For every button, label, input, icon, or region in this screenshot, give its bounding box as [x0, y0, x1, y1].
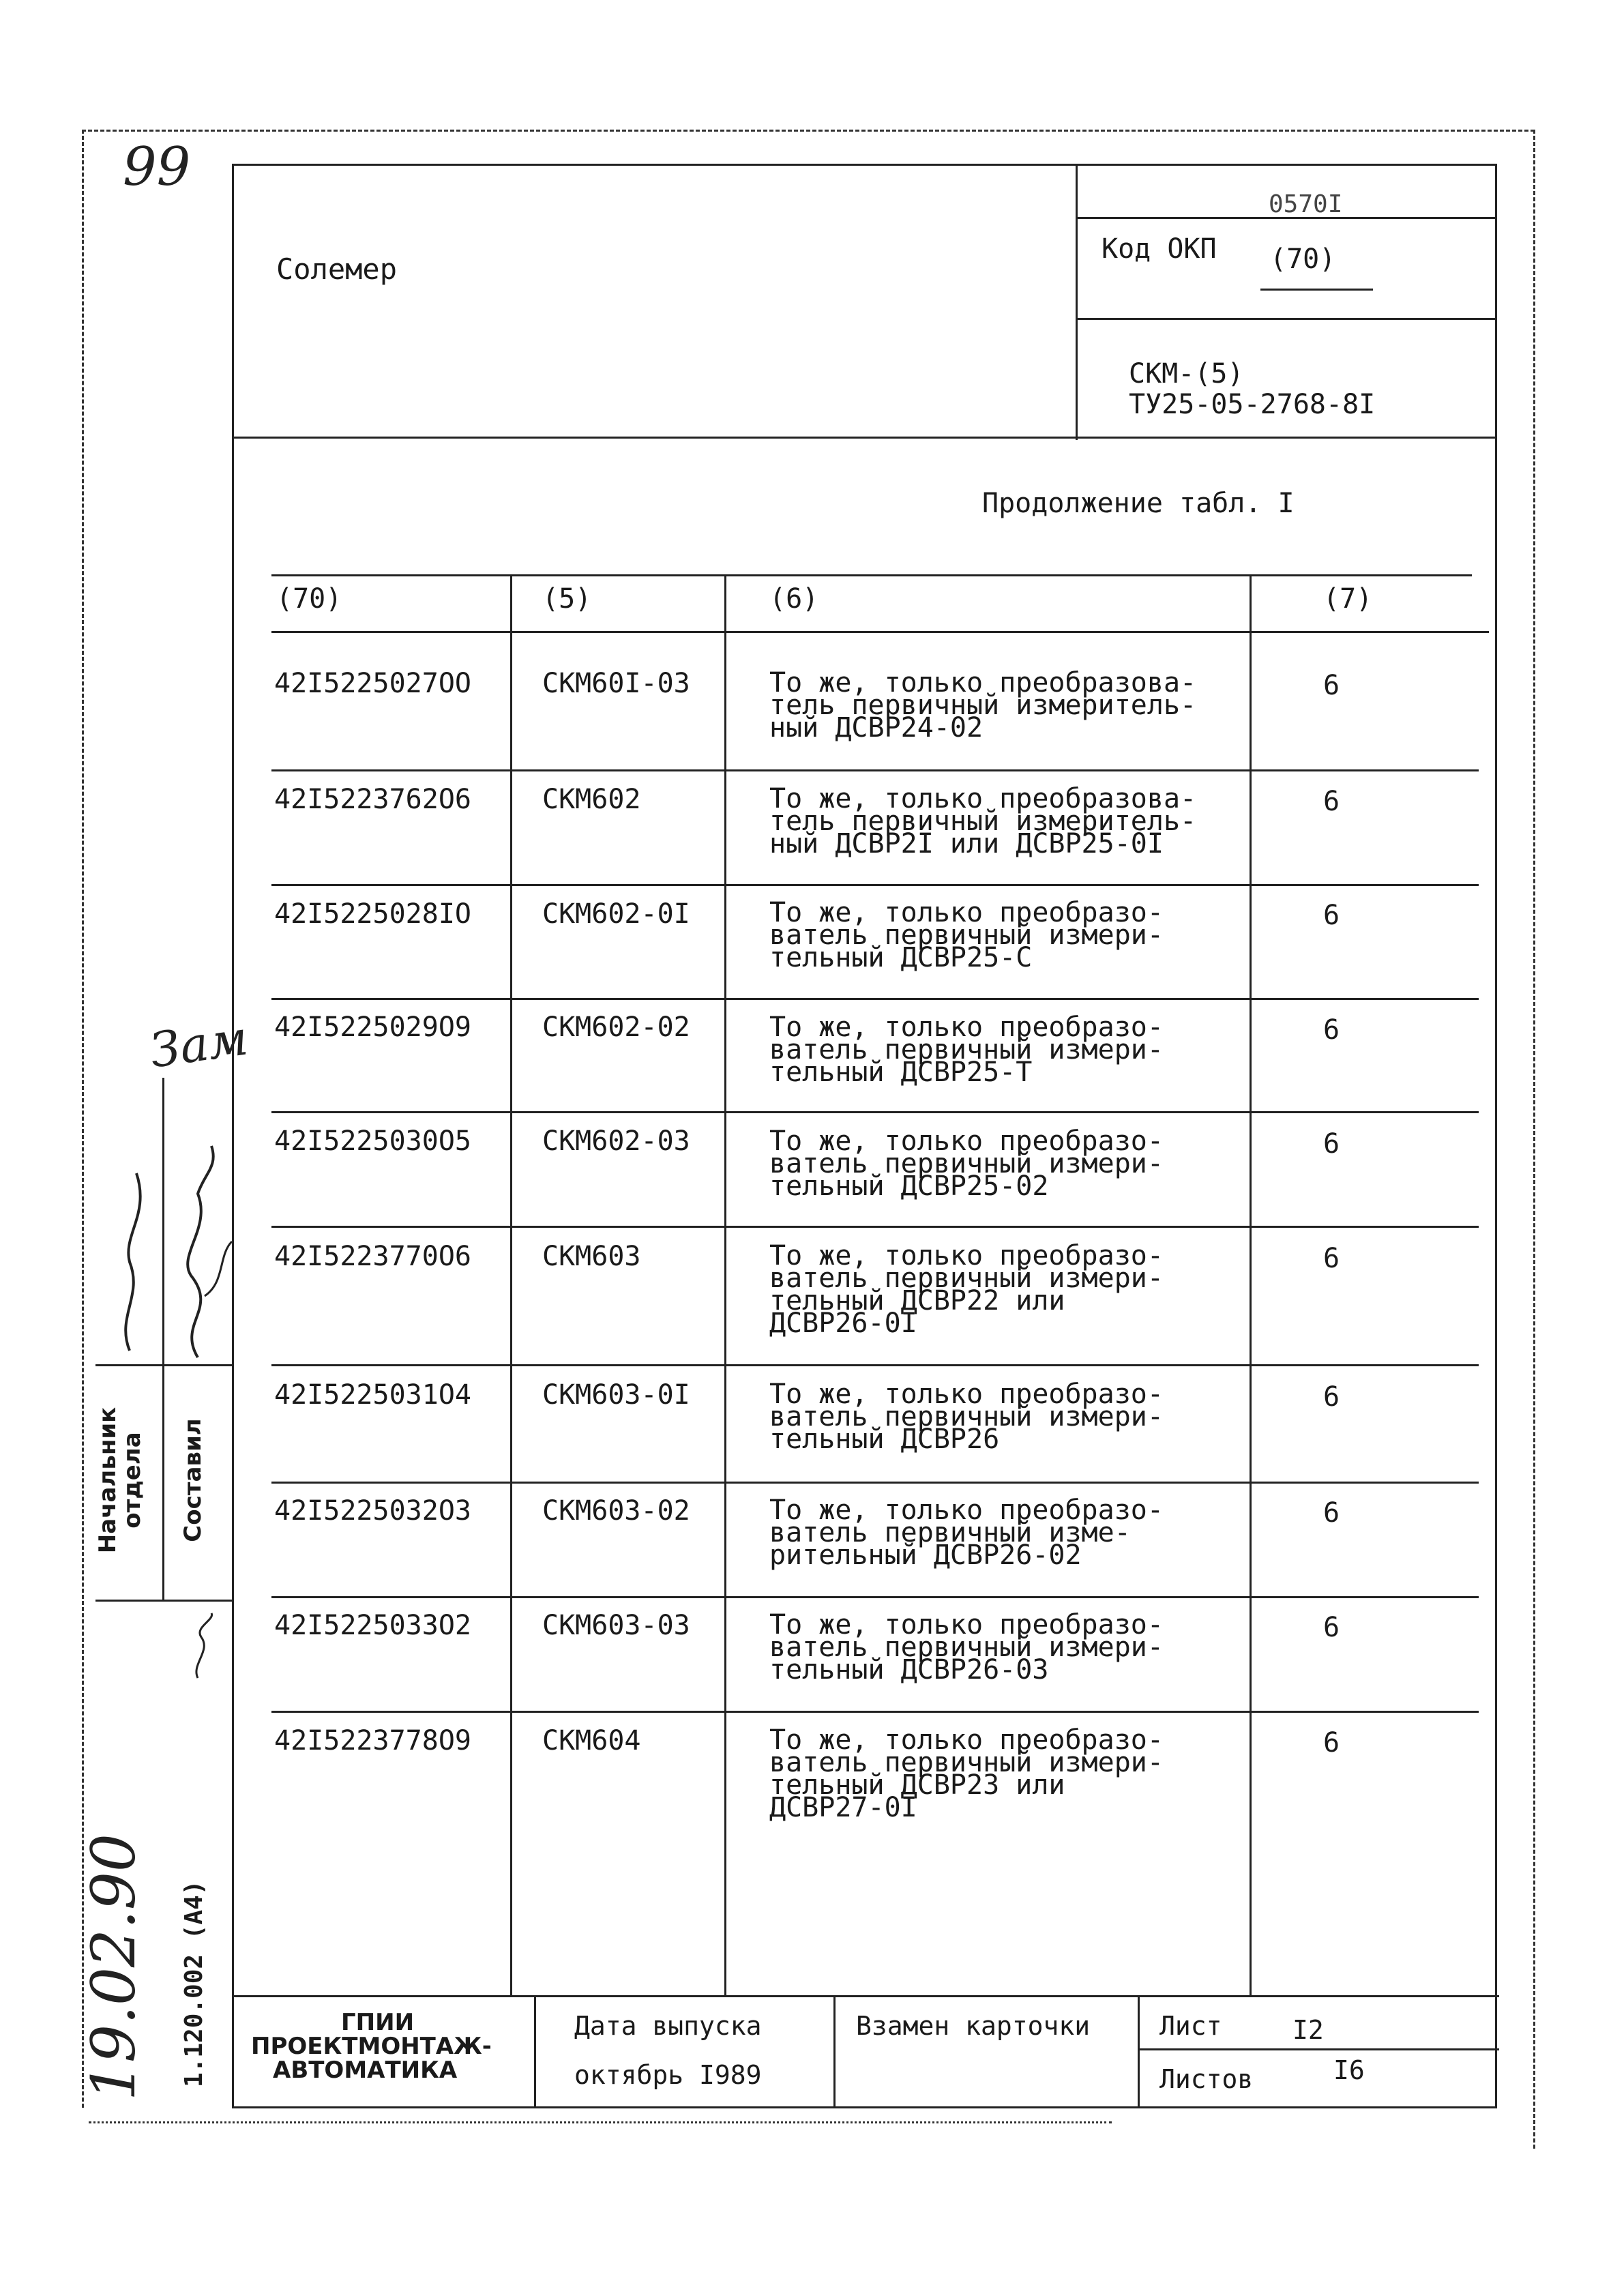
signature-images [102, 1091, 239, 1364]
table-top-line [271, 574, 1472, 576]
table-cell-desc-line: тельный ДСВР25-Т [769, 1057, 1033, 1088]
table-cell-qty: 6 [1323, 670, 1340, 701]
table-header-line [271, 631, 1489, 633]
okp-code-top: 0570I [1269, 190, 1343, 218]
org-name-line1: ГПИИ [341, 2009, 415, 2036]
col-divider-3 [1250, 574, 1252, 1997]
table-cell-qty: 6 [1323, 1497, 1340, 1529]
table-cell-model: СКМ602-0I [542, 898, 690, 930]
outer-frame-bottom [89, 2121, 1112, 2123]
table-cell-model: СКМ603-03 [542, 1610, 690, 1641]
table-cell-model: СКМ60I-03 [542, 668, 690, 699]
handwritten-note: Зам [146, 1010, 252, 1079]
table-cell-code: 42I5223770O6 [274, 1241, 471, 1272]
table-cell-desc-line: ватель первичный измери- [769, 919, 1164, 951]
table-cell-model: СКМ603 [542, 1241, 641, 1272]
row-separator [271, 1482, 1479, 1484]
table-cell-code: 42I5225032O3 [274, 1495, 471, 1527]
table-cell-desc-line: тельный ДСВР22 или [769, 1285, 1065, 1316]
table-cell-qty: 6 [1323, 1243, 1340, 1274]
col-header-6: (6) [769, 583, 819, 615]
table-cell-code: 42I5225028IO [274, 898, 471, 930]
col-divider-2 [724, 574, 726, 1997]
table-cell-qty: 6 [1323, 900, 1340, 931]
table-cell-desc-line: ный ДСВР2I или ДСВР25-0I [769, 828, 1164, 859]
tu-code: ТУ25-05-2768-8I [1129, 389, 1376, 420]
table-cell-desc-line: То же, только преобразо- [769, 1240, 1164, 1271]
table-cell-model: СКМ602 [542, 784, 641, 815]
card-right-border [1495, 164, 1497, 2108]
compiled-by-label: Составил [179, 1418, 207, 1542]
col-header-70: (70) [276, 583, 342, 615]
row-separator [271, 1711, 1479, 1713]
footer-divider [833, 1995, 836, 2108]
table-cell-desc-line: То же, только преобразо- [769, 897, 1164, 928]
col-header-7: (7) [1323, 583, 1373, 615]
table-cell-desc-line: То же, только преобразова- [769, 783, 1197, 814]
table-cell-desc-line: ватель первичный измери- [769, 1263, 1164, 1294]
table-cell-desc-line: ватель первичный измери- [769, 1401, 1164, 1432]
col-header-5: (5) [542, 583, 592, 615]
table-cell-code: 42I5223778O9 [274, 1725, 471, 1756]
table-cell-desc-line: То же, только преобразова- [769, 667, 1197, 698]
table-cell-desc-line: тель первичный измеритель- [769, 690, 1197, 721]
outer-frame-top [82, 130, 1535, 132]
side-stamp-line [95, 1600, 232, 1602]
page-number-handwritten: 99 [123, 136, 191, 198]
sheet-number: I2 [1292, 2015, 1324, 2045]
table-cell-code: 42I5223762O6 [274, 784, 471, 815]
table-cell-qty: 6 [1323, 1612, 1340, 1643]
card-bottom-border [232, 2106, 1497, 2108]
table-cell-code: 42I5225031O4 [274, 1379, 471, 1411]
table-cell-desc-line: ватель первичный измери- [769, 1034, 1164, 1065]
okp-underline [1260, 289, 1373, 291]
table-cell-desc-line: ватель первичный измери- [769, 1148, 1164, 1179]
table-cell-model: СКМ602-02 [542, 1012, 690, 1043]
table-cell-desc-line: ватель первичный изме- [769, 1517, 1131, 1548]
outer-frame-right [1533, 130, 1535, 2149]
form-code: 1.120.002 (А4) [180, 1880, 208, 2087]
footer-sheet-line [1138, 2048, 1499, 2050]
table-cell-qty: 6 [1323, 1128, 1340, 1160]
signature-compiler-stroke [205, 1241, 232, 1296]
okp-ref: (70) [1270, 244, 1336, 275]
table-cell-model: СКМ602-03 [542, 1125, 690, 1157]
sheet-label: Лист [1159, 2011, 1222, 2041]
table-cell-code: 42I5225029O9 [274, 1012, 471, 1043]
table-cell-desc-line: ный ДСВР24-02 [769, 712, 984, 744]
initials-mark [184, 1610, 232, 1685]
footer-top-line [232, 1995, 1499, 1997]
table-cell-qty: 6 [1323, 1014, 1340, 1046]
replaces-card-label: Взамен карточки [856, 2011, 1091, 2041]
table-cell-model: СКМ603-02 [542, 1495, 690, 1527]
table-cell-desc-line: тельный ДСВР25-02 [769, 1171, 1049, 1202]
table-cell-qty: 6 [1323, 1727, 1340, 1758]
okp-bottom-line [1076, 318, 1495, 320]
org-name-line3: АВТОМАТИКА [273, 2057, 458, 2084]
row-separator [271, 884, 1479, 886]
header-bottom-line [232, 437, 1497, 439]
signature-head [125, 1173, 140, 1351]
table-cell-qty: 6 [1323, 1381, 1340, 1413]
continuation-title: Продолжение табл. I [982, 488, 1295, 519]
release-date-label: Дата выпуска [574, 2011, 762, 2041]
table-cell-desc-line: тельный ДСВР26-03 [769, 1654, 1049, 1686]
table-cell-desc-line: тельный ДСВР25-С [769, 942, 1033, 973]
table-cell-desc-line: То же, только преобразо- [769, 1495, 1164, 1526]
table-cell-desc-line: То же, только преобразо- [769, 1012, 1164, 1043]
outer-frame-left [82, 130, 84, 2108]
footer-divider [1138, 1995, 1140, 2108]
signature-compiler [188, 1146, 213, 1357]
org-name-line2: ПРОЕКТМОНТАЖ- [251, 2033, 492, 2060]
okp-label: Код ОКП [1102, 233, 1217, 265]
table-cell-qty: 6 [1323, 786, 1340, 817]
table-cell-desc-line: ватель первичный измери- [769, 1632, 1164, 1663]
table-cell-desc-line: То же, только преобразо- [769, 1724, 1164, 1756]
table-cell-model: СКМ604 [542, 1725, 641, 1756]
footer-divider [534, 1995, 536, 2108]
table-cell-code: 42I5225033O2 [274, 1610, 471, 1641]
table-cell-desc-line: тельный ДСВР26 [769, 1424, 1000, 1455]
col-divider-1 [510, 574, 512, 1997]
table-cell-desc-line: тель первичный измеритель- [769, 806, 1197, 837]
handwritten-date: 19.02.90 [78, 1834, 149, 2101]
table-cell-desc-line: рительный ДСВР26-02 [769, 1540, 1082, 1571]
table-cell-model: СКМ603-0I [542, 1379, 690, 1411]
row-separator [271, 1596, 1479, 1598]
row-separator [271, 1226, 1479, 1228]
table-cell-desc-line: тельный ДСВР23 или [769, 1769, 1065, 1801]
table-cell-code: 42I5225027OO [274, 668, 471, 699]
sheets-label: Листов [1159, 2064, 1254, 2094]
product-name: Солемер [276, 252, 398, 286]
row-separator [271, 1364, 1479, 1366]
table-cell-desc-line: То же, только преобразо- [769, 1609, 1164, 1640]
table-cell-code: 42I5225030O5 [274, 1125, 471, 1157]
header-divider [1076, 164, 1078, 440]
model-code: СКМ-(5) [1129, 358, 1244, 389]
row-separator [271, 998, 1479, 1000]
table-cell-desc-line: ДСВР26-0I [769, 1308, 917, 1339]
table-cell-desc-line: ДСВР27-0I [769, 1792, 917, 1823]
row-separator [271, 1111, 1479, 1113]
sheets-total: I6 [1333, 2055, 1365, 2085]
card-top-border [232, 164, 1497, 166]
row-separator [271, 769, 1479, 771]
release-date-value: октябрь I989 [574, 2060, 762, 2090]
table-cell-desc-line: То же, только преобразо- [769, 1125, 1164, 1157]
head-of-dept-label: Начальник отдела [94, 1407, 146, 1554]
table-cell-desc-line: То же, только преобразо- [769, 1379, 1164, 1410]
table-cell-desc-line: ватель первичный измери- [769, 1747, 1164, 1778]
